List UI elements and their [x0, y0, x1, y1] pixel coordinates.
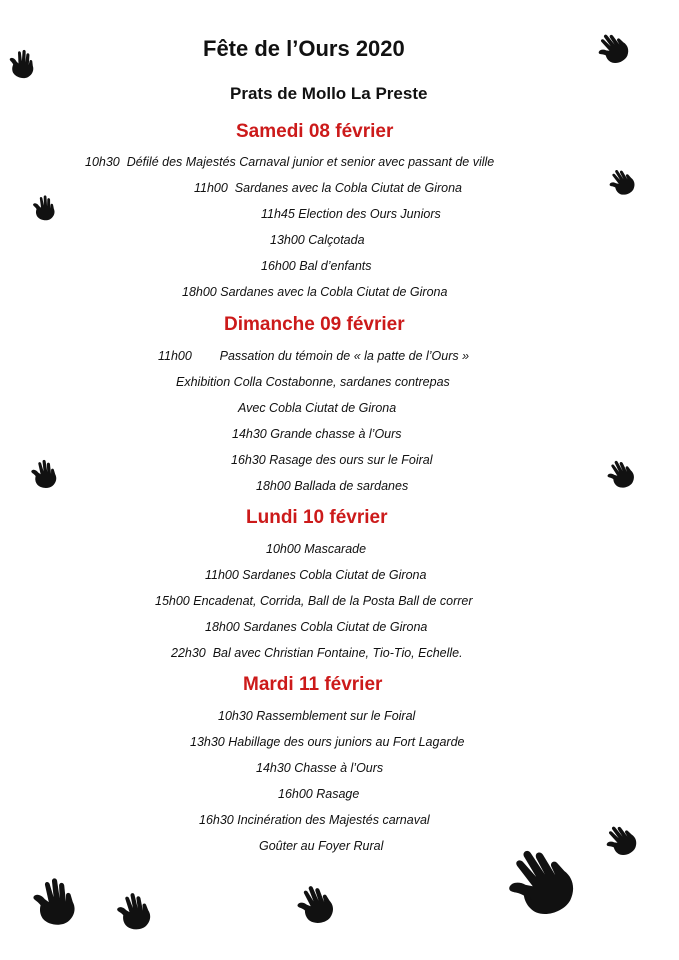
bear-paw-handprint-icon — [28, 456, 62, 490]
bear-paw-handprint-icon — [606, 165, 638, 197]
bear-paw-handprint-icon — [6, 46, 40, 80]
day-heading-lundi: Lundi 10 février — [246, 507, 388, 528]
bear-paw-handprint-icon — [500, 838, 582, 920]
program-item: 10h30 Défilé des Majestés Carnaval junior et senior avec passant de ville — [85, 155, 495, 169]
program-item: 16h30 Rasage des ours sur le Foiral — [231, 453, 433, 467]
program-item: 11h45 Election des Ours Juniors — [261, 207, 441, 221]
day-heading-samedi: Samedi 08 février — [236, 121, 394, 142]
bear-paw-handprint-icon — [293, 880, 339, 926]
bear-paw-handprint-icon — [594, 28, 632, 66]
program-item: 14h30 Grande chasse à l’Ours — [232, 427, 402, 441]
program-item: 11h00 Sardanes Cobla Ciutat de Girona — [205, 568, 427, 582]
page-subtitle: Prats de Mollo La Preste — [230, 84, 428, 103]
day-heading-dimanche: Dimanche 09 février — [224, 314, 405, 335]
program-item: 16h30 Incinération des Majestés carnaval — [199, 813, 430, 827]
program-item: 16h00 Rasage — [278, 787, 360, 801]
program-item: 13h00 Calçotada — [270, 233, 365, 247]
bear-paw-handprint-icon — [30, 192, 60, 222]
program-item: 14h30 Chasse à l’Ours — [256, 761, 384, 775]
program-item: Goûter au Foyer Rural — [259, 839, 384, 853]
program-item: 13h30 Habillage des ours juniors au Fort Lagarde — [190, 735, 465, 749]
program-item: Exhibition Colla Costabonne, sardanes contrepas — [176, 375, 450, 389]
program-item: 18h00 Ballada de sardanes — [256, 479, 409, 493]
program-item: 18h00 Sardanes avec la Cobla Ciutat de Girona — [182, 285, 448, 299]
program-item: 11h00 Sardanes avec la Cobla Ciutat de Girona — [194, 181, 462, 195]
page-title: Fête de l’Ours 2020 — [203, 36, 405, 61]
program-item: 10h00 Mascarade — [266, 542, 367, 556]
program-item: 11h00 Passation du témoin de « la patte de l’Ours » — [158, 349, 470, 363]
day-heading-mardi: Mardi 11 février — [243, 674, 383, 695]
program-item: 16h00 Bal d’enfants — [261, 259, 372, 273]
program-item: 22h30 Bal avec Christian Fontaine, Tio-Tio, Echelle. — [171, 646, 463, 660]
program-item: 15h00 Encadenat, Corrida, Ball de la Posta Ball de correr — [155, 594, 473, 608]
bear-paw-handprint-icon — [28, 872, 84, 928]
program-item: Avec Cobla Ciutat de Girona — [238, 401, 397, 415]
bear-paw-handprint-icon — [602, 820, 640, 858]
program-item: 10h30 Rassemblement sur le Foiral — [218, 709, 416, 723]
bear-paw-handprint-icon — [604, 456, 638, 490]
bear-paw-handprint-icon — [113, 888, 157, 932]
program-item: 18h00 Sardanes Cobla Ciutat de Girona — [205, 620, 428, 634]
